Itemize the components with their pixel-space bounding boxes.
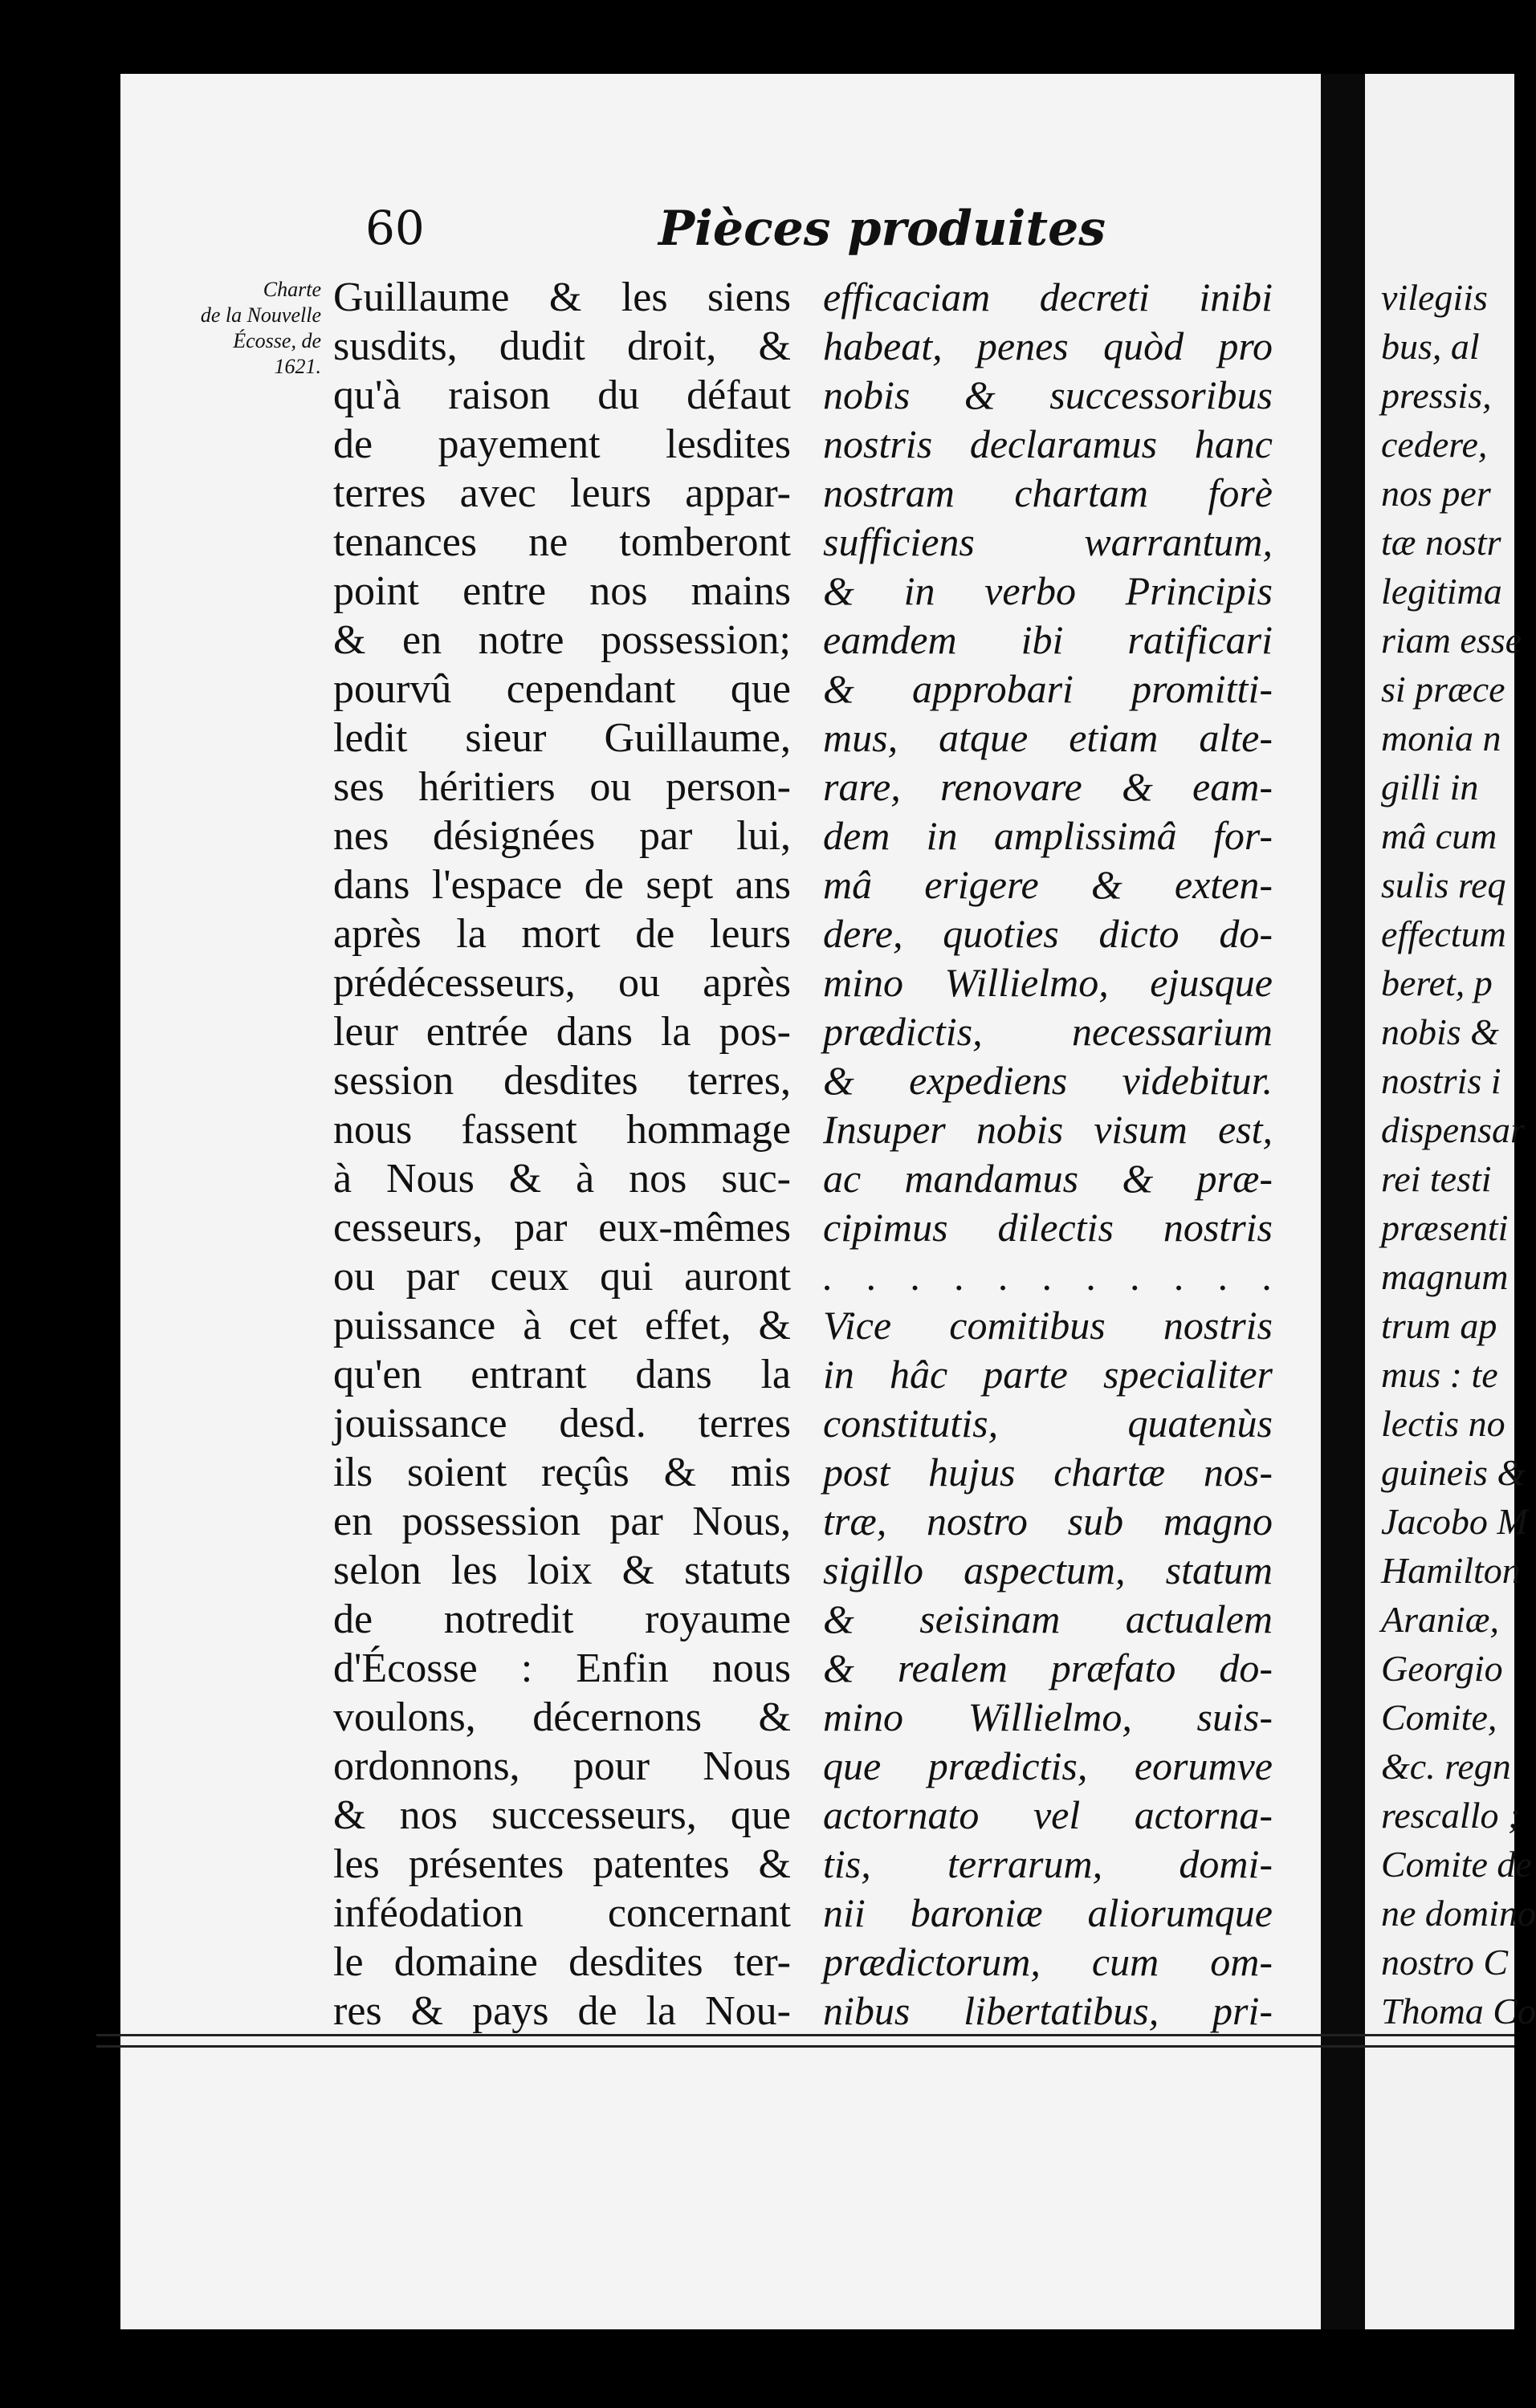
french-text-line: cesseurs, par eux-mêmes	[333, 1205, 791, 1251]
latin-text-line: nostram chartam forè	[823, 470, 1273, 515]
latin-text-line: mino Willielmo, suis-	[823, 1694, 1273, 1739]
french-text-line: tenances ne tomberont	[333, 519, 791, 565]
right-page-text-line: &c. regn	[1381, 1746, 1511, 1787]
latin-text-line: Insuper nobis visum est,	[823, 1107, 1273, 1152]
margin-note-line: de la Nouvelle	[200, 303, 321, 327]
french-text-line: leur entrée dans la pos-	[333, 1009, 791, 1055]
right-page-text-line: ne domino	[1381, 1893, 1536, 1934]
french-text-line: à Nous & à nos suc-	[333, 1156, 791, 1202]
latin-text-line: prædictis, necessarium	[823, 1009, 1273, 1054]
latin-text-line: & seisinam actualem	[823, 1597, 1273, 1641]
french-text-line: puissance à cet effet, &	[333, 1303, 791, 1348]
right-page-text-line: vilegiis	[1381, 277, 1488, 318]
right-page-text-line: riam esse	[1381, 620, 1522, 661]
french-text-line: ledit sieur Guillaume,	[333, 715, 791, 761]
right-page-text-line: Jacobo M	[1381, 1501, 1528, 1542]
right-page-text-line: mâ cum	[1381, 816, 1497, 856]
latin-text-line: habeat, penes quòd pro	[823, 323, 1273, 368]
french-text-line: voulons, décernons &	[333, 1694, 791, 1740]
right-page-text-line: effectum	[1381, 913, 1506, 954]
right-page-text-line: rei testi	[1381, 1158, 1492, 1199]
french-text-line: ils soient reçûs & mis	[333, 1450, 791, 1495]
latin-text-line: & in verbo Principis	[823, 568, 1273, 613]
latin-text-line: actornato vel actorna-	[823, 1792, 1273, 1837]
running-head: Pièces produites	[658, 201, 1106, 257]
latin-text-line: mino Willielmo, ejusque	[823, 960, 1273, 1005]
rule-line-lower	[96, 2045, 1514, 2048]
french-text-line: en possession par Nous,	[333, 1499, 791, 1544]
french-text-line: après la mort de leurs	[333, 911, 791, 957]
latin-text-line: træ, nostro sub magno	[823, 1499, 1273, 1544]
french-text-line: de payement lesdites	[333, 421, 791, 467]
latin-text-line: mus, atque etiam alte-	[823, 715, 1273, 760]
rule-line-upper	[96, 2034, 1514, 2036]
french-text-line: dans l'espace de sept ans	[333, 862, 791, 908]
right-page-text-line: gilli in	[1381, 767, 1479, 807]
right-page-text-line: sulis req	[1381, 864, 1506, 905]
margin-note-line: 1621.	[274, 355, 321, 378]
latin-text-line: in hâc parte specialiter	[823, 1352, 1273, 1397]
latin-text-line: Vice comitibus nostris	[823, 1303, 1273, 1348]
right-page-text-line: Comite de	[1381, 1844, 1532, 1885]
right-page-text-line: lectis no	[1381, 1403, 1505, 1444]
right-page-text-line: magnum	[1381, 1256, 1509, 1297]
french-text-line: & nos successeurs, que	[333, 1792, 791, 1838]
french-text-line: le domaine desdites ter-	[333, 1939, 791, 1985]
right-page-text-line: bus, al	[1381, 326, 1480, 367]
margin-note-line: Écosse, de	[233, 329, 321, 352]
right-page-text-line: Thoma Co	[1381, 1991, 1536, 2032]
french-text-line: session desdites terres,	[333, 1058, 791, 1104]
latin-text-line: que prædictis, eorumve	[823, 1743, 1273, 1788]
page-number: 60	[365, 201, 425, 255]
french-text-line: jouissance desd. terres	[333, 1401, 791, 1446]
latin-text-line: ac mandamus & præ-	[823, 1156, 1273, 1201]
right-page-text-line: Comite,	[1381, 1697, 1497, 1738]
right-page-text-line: nobis &	[1381, 1011, 1499, 1052]
latin-text-line: eamdem ibi ratificari	[823, 617, 1273, 662]
latin-text-line: tis, terrarum, domi-	[823, 1841, 1273, 1886]
right-page-text-line: nos per	[1381, 473, 1491, 514]
right-page-text-line: cedere,	[1381, 424, 1488, 465]
latin-text-line: nostris declaramus hanc	[823, 421, 1273, 466]
french-text-line: prédécesseurs, ou après	[333, 960, 791, 1006]
french-text-line: nes désignées par lui,	[333, 813, 791, 859]
latin-text-line: cipimus dilectis nostris	[823, 1205, 1273, 1250]
french-text-line: de notredit royaume	[333, 1597, 791, 1642]
latin-text-line: constitutis, quatenùs	[823, 1401, 1273, 1446]
french-column	[333, 273, 791, 2036]
margin-note-line: Charte	[263, 278, 321, 301]
right-page-text-line: pressis,	[1381, 375, 1492, 416]
latin-text-line: dere, quoties dicto do-	[823, 911, 1273, 956]
right-page-text-line: trum ap	[1381, 1305, 1497, 1346]
latin-column	[823, 273, 1273, 2036]
right-page-text-line: dispensar	[1381, 1109, 1525, 1150]
latin-text-line: efficaciam decreti inibi	[823, 275, 1273, 319]
right-page-text-line: beret, p	[1381, 962, 1493, 1003]
latin-text-line: sufficiens warrantum,	[823, 519, 1273, 564]
latin-text-line: mâ erigere & exten-	[823, 862, 1273, 907]
french-text-line: qu'en entrant dans la	[333, 1352, 791, 1397]
right-page-text-line: rescallo ;	[1381, 1795, 1521, 1836]
french-text-line: point entre nos mains	[333, 568, 791, 614]
french-text-line: ses héritiers ou person-	[333, 764, 791, 810]
latin-text-line: dem in amplissimâ for-	[823, 813, 1273, 858]
margin-note	[153, 277, 321, 380]
latin-text-line: nibus libertatibus, pri-	[823, 1988, 1273, 2033]
right-page-text-line: Hamilton	[1381, 1550, 1521, 1591]
french-text-line: pourvû cependant que	[333, 666, 791, 712]
latin-text-line: . . . . . . . . . . .	[823, 1254, 1273, 1299]
book-gutter	[1321, 74, 1365, 2329]
french-text-line: ordonnons, pour Nous	[333, 1743, 791, 1789]
right-page-text-line: Araniæ,	[1381, 1599, 1499, 1640]
latin-text-line: nobis & successoribus	[823, 372, 1273, 417]
french-text-line: & en notre possession;	[333, 617, 791, 663]
french-text-line: les présentes patentes &	[333, 1841, 791, 1887]
french-text-line: Guillaume & les siens	[333, 275, 791, 320]
right-page-text-line: monia n	[1381, 718, 1501, 759]
right-page-text-line: nostris i	[1381, 1060, 1501, 1101]
french-text-line: nous fassent hommage	[333, 1107, 791, 1153]
right-page-text-line: si præce	[1381, 669, 1505, 710]
french-text-line: d'Écosse : Enfin nous	[333, 1645, 791, 1691]
french-text-line: ou par ceux qui auront	[333, 1254, 791, 1300]
french-text-line: qu'à raison du défaut	[333, 372, 791, 418]
latin-text-line: & realem præfato do-	[823, 1645, 1273, 1690]
latin-text-line: nii baroniæ aliorumque	[823, 1890, 1273, 1935]
right-page-text-line: nostro C	[1381, 1942, 1509, 1983]
right-page-text-line: præsenti	[1381, 1207, 1509, 1248]
page-header	[241, 201, 1285, 265]
latin-text-line: post hujus chartæ nos-	[823, 1450, 1273, 1495]
latin-text-line: & approbari promitti-	[823, 666, 1273, 711]
right-page-column	[1381, 273, 1536, 2036]
right-page-text-line: guineis &	[1381, 1452, 1526, 1493]
latin-text-line: prædictorum, cum om-	[823, 1939, 1273, 1984]
latin-text-line: sigillo aspectum, statum	[823, 1548, 1273, 1592]
latin-text-line: rare, renovare & eam-	[823, 764, 1273, 809]
right-page-text-line: tæ nostr	[1381, 522, 1501, 563]
right-page-text-line: mus : te	[1381, 1354, 1498, 1395]
french-text-line: inféodation concernant	[333, 1890, 791, 1936]
right-page-text-line: Georgio	[1381, 1648, 1503, 1689]
french-text-line: selon les loix & statuts	[333, 1548, 791, 1593]
french-text-line: terres avec leurs appar-	[333, 470, 791, 516]
french-text-line: susdits, dudit droit, &	[333, 323, 791, 369]
latin-text-line: & expediens videbitur.	[823, 1058, 1273, 1103]
french-text-line: res & pays de la Nou-	[333, 1988, 791, 2034]
right-page-text-line: legitima	[1381, 571, 1502, 612]
